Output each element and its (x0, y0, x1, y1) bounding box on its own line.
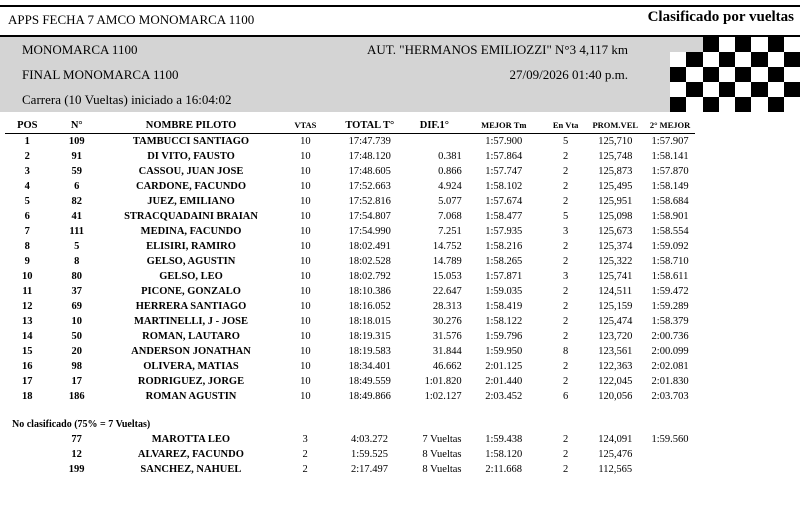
table-row (5, 164, 695, 179)
total-time-cell: 17:48.120 (348, 151, 391, 162)
table-row (5, 299, 695, 314)
table-row (5, 329, 695, 344)
driver-cell: ALVAREZ, FACUNDO (137, 449, 244, 460)
on-lap-cell: 2 (563, 376, 569, 387)
table-row (5, 462, 695, 477)
laps-cell: 10 (300, 226, 311, 237)
total-time-cell: 18:02.528 (348, 256, 391, 267)
second-best-cell: 1:58.710 (651, 256, 689, 267)
laps-cell: 10 (300, 196, 311, 207)
second-best-cell: 2:00.736 (651, 331, 689, 342)
avg-speed-cell: 125,873 (598, 166, 633, 177)
table-row (5, 254, 695, 269)
diff-cell: 4.924 (438, 181, 462, 192)
pos-cell (5, 462, 49, 477)
table-row (5, 209, 695, 224)
laps-cell: 10 (300, 346, 311, 357)
pos-cell: 17 (22, 376, 33, 387)
col-second-best: 2° MEJOR (645, 117, 695, 134)
table-row (5, 284, 695, 299)
datetime-label: 27/09/2026 01:40 p.m. (509, 67, 628, 82)
laps-cell: 10 (300, 211, 311, 222)
best-lap-cell: 1:57.864 (485, 151, 523, 162)
avg-speed-cell: 124,511 (598, 286, 633, 297)
not-classified-table (5, 432, 695, 477)
total-time-cell: 17:52.663 (348, 181, 391, 192)
document-title: APPS FECHA 7 AMCO MONOMARCA 1100 (8, 12, 255, 27)
laps-cell: 2 (302, 464, 308, 475)
pos-cell: 7 (24, 226, 30, 237)
total-time-cell: 18:02.491 (348, 241, 391, 252)
pos-cell (5, 447, 49, 462)
diff-cell: 5.077 (438, 196, 462, 207)
diff-cell: 7 Vueltas (422, 434, 462, 445)
avg-speed-cell: 125,159 (598, 301, 633, 312)
driver-cell: CASSOU, JUAN JOSE (138, 166, 244, 177)
session-label: FINAL MONOMARCA 1100 (22, 67, 179, 82)
diff-cell (407, 134, 462, 150)
driver-cell: MAROTTA LEO (151, 434, 231, 445)
laps-cell: 10 (300, 316, 311, 327)
total-time-cell: 18:49.559 (348, 376, 391, 387)
avg-speed-cell: 125,474 (598, 316, 633, 327)
laps-cell: 10 (300, 376, 311, 387)
number-cell: 17 (71, 376, 82, 387)
second-best-cell: 1:57.907 (651, 136, 689, 147)
number-cell: 111 (69, 226, 85, 237)
driver-cell: SANCHEZ, NAHUEL (140, 464, 242, 475)
avg-speed-cell: 122,363 (598, 361, 633, 372)
diff-cell: 46.662 (432, 361, 462, 372)
number-cell: 37 (71, 286, 82, 297)
pos-cell: 10 (22, 271, 33, 282)
total-time-cell: 17:48.605 (348, 166, 391, 177)
laps-cell: 3 (302, 434, 308, 445)
best-lap-cell: 1:58.265 (485, 256, 523, 267)
pos-cell: 6 (24, 211, 30, 222)
best-lap-cell: 1:58.120 (485, 449, 523, 460)
on-lap-cell: 2 (563, 241, 569, 252)
number-cell: 109 (68, 136, 85, 147)
race-banner (0, 35, 800, 112)
diff-cell: 31.576 (432, 331, 462, 342)
best-lap-cell: 1:57.900 (485, 136, 523, 147)
best-lap-cell: 1:58.216 (485, 241, 523, 252)
on-lap-cell: 2 (563, 301, 569, 312)
pos-cell (5, 432, 49, 447)
driver-cell: TAMBUCCI SANTIAGO (132, 136, 250, 147)
best-lap-cell: 1:57.871 (485, 271, 523, 282)
pos-cell: 15 (22, 346, 33, 357)
second-best-cell: 1:58.141 (651, 151, 689, 162)
second-best-cell: 2:03.703 (651, 391, 689, 402)
pos-cell: 1 (24, 136, 30, 147)
col-best: MEJOR Tm (462, 117, 546, 134)
table-row (5, 389, 695, 404)
pos-cell: 5 (24, 196, 30, 207)
second-best-cell (645, 462, 695, 477)
avg-speed-cell: 125,374 (598, 241, 633, 252)
laps-cell: 10 (300, 181, 311, 192)
col-diff: DIF.1° (407, 117, 462, 134)
total-time-cell: 17:47.739 (348, 136, 391, 147)
best-lap-cell: 1:57.674 (485, 196, 523, 207)
pos-cell: 11 (22, 286, 33, 297)
driver-cell: ROMAN AGUSTIN (145, 391, 237, 402)
laps-cell: 10 (300, 136, 311, 147)
driver-cell: CARDONE, FACUNDO (135, 181, 247, 192)
number-cell: 69 (71, 301, 82, 312)
category-label: MONOMARCA 1100 (22, 42, 138, 57)
total-time-cell: 18:19.315 (348, 331, 391, 342)
total-time-cell: 17:54.807 (348, 211, 391, 222)
second-best-cell: 1:58.554 (651, 226, 689, 237)
pos-cell: 13 (22, 316, 33, 327)
on-lap-cell: 2 (563, 361, 569, 372)
second-best-cell: 1:58.149 (651, 181, 689, 192)
number-cell: 199 (68, 464, 85, 475)
diff-cell: 0.381 (438, 151, 462, 162)
pos-cell: 12 (22, 301, 33, 312)
number-cell: 59 (71, 166, 82, 177)
total-time-cell: 18:49.866 (348, 391, 391, 402)
race-info-label: Carrera (10 Vueltas) iniciado a 16:04:02 (22, 92, 232, 107)
best-lap-cell: 2:03.452 (485, 391, 523, 402)
avg-speed-cell: 112,565 (598, 464, 633, 475)
driver-cell: MEDINA, FACUNDO (140, 226, 242, 237)
driver-cell: JUEZ, EMILIANO (147, 196, 235, 207)
total-time-cell: 18:16.052 (348, 301, 391, 312)
total-time-cell: 17:54.990 (348, 226, 391, 237)
diff-cell: 14.752 (432, 241, 462, 252)
pos-cell: 18 (22, 391, 33, 402)
on-lap-cell: 2 (563, 196, 569, 207)
best-lap-cell: 1:59.950 (485, 346, 523, 357)
table-row (5, 149, 695, 164)
best-lap-cell: 2:01.125 (485, 361, 523, 372)
col-avg-speed: PROM.VEL (585, 117, 645, 134)
checkered-flag-icon (670, 37, 800, 112)
driver-cell: PICONE, GONZALO (141, 286, 241, 297)
table-row (5, 224, 695, 239)
on-lap-cell: 2 (563, 256, 569, 267)
second-best-cell: 1:58.684 (651, 196, 689, 207)
on-lap-cell: 2 (563, 449, 569, 460)
on-lap-cell: 2 (563, 151, 569, 162)
table-row (5, 344, 695, 359)
on-lap-cell: 2 (563, 331, 569, 342)
best-lap-cell: 1:59.035 (485, 286, 523, 297)
circuit-label: AUT. "HERMANOS EMILIOZZI" N°3 4,117 km (367, 42, 628, 57)
number-cell: 41 (71, 211, 82, 222)
second-best-cell: 1:58.611 (651, 271, 689, 282)
on-lap-cell: 3 (563, 271, 569, 282)
second-best-cell: 2:01.830 (651, 376, 689, 387)
total-time-cell: 18:34.401 (348, 361, 391, 372)
diff-cell: 15.053 (432, 271, 462, 282)
number-cell: 20 (71, 346, 82, 357)
avg-speed-cell: 124,091 (598, 434, 633, 445)
on-lap-cell: 2 (563, 434, 569, 445)
avg-speed-cell: 125,673 (598, 226, 633, 237)
diff-cell: 1:02.127 (424, 391, 462, 402)
avg-speed-cell: 122,045 (598, 376, 633, 387)
pos-cell: 16 (22, 361, 33, 372)
diff-cell: 28.313 (432, 301, 462, 312)
col-driver: NOMBRE PILOTO (104, 117, 278, 134)
driver-cell: STRACQUADAINI BRAIAN (124, 211, 258, 222)
best-lap-cell: 2:01.440 (485, 376, 523, 387)
col-total: TOTAL T° (333, 117, 407, 134)
best-lap-cell: 1:58.477 (485, 211, 523, 222)
laps-cell: 10 (300, 271, 311, 282)
number-cell: 91 (71, 151, 82, 162)
pos-cell: 3 (24, 166, 30, 177)
laps-cell: 10 (300, 286, 311, 297)
table-row (5, 374, 695, 389)
table-row (5, 269, 695, 284)
laps-cell: 10 (300, 361, 311, 372)
on-lap-cell: 2 (563, 464, 569, 475)
table-row (5, 447, 695, 462)
number-cell: 12 (71, 449, 82, 460)
table-row (5, 194, 695, 209)
best-lap-cell: 1:58.122 (485, 316, 523, 327)
driver-cell: ROMAN, LAUTARO (142, 331, 240, 342)
avg-speed-cell: 125,476 (598, 449, 633, 460)
avg-speed-cell: 125,098 (598, 211, 633, 222)
on-lap-cell: 2 (563, 316, 569, 327)
best-lap-cell: 1:59.796 (485, 331, 523, 342)
table-row (5, 432, 695, 447)
driver-cell: ANDERSON JONATHAN (131, 346, 251, 357)
laps-cell: 10 (300, 166, 311, 177)
second-best-cell (645, 447, 695, 462)
pos-cell: 8 (24, 241, 30, 252)
second-best-cell: 1:58.901 (651, 211, 689, 222)
laps-cell: 10 (300, 331, 311, 342)
best-lap-cell: 1:57.747 (485, 166, 523, 177)
second-best-cell: 1:59.472 (651, 286, 689, 297)
number-cell: 80 (71, 271, 82, 282)
laps-cell: 10 (300, 151, 311, 162)
number-cell: 8 (74, 256, 80, 267)
avg-speed-cell: 120,056 (598, 391, 633, 402)
driver-cell: OLIVERA, MATIAS (143, 361, 239, 372)
number-cell: 98 (71, 361, 82, 372)
diff-cell: 31.844 (432, 346, 462, 357)
second-best-cell: 2:02.081 (651, 361, 689, 372)
avg-speed-cell: 125,741 (598, 271, 633, 282)
second-best-cell: 1:57.870 (651, 166, 689, 177)
results-header-row (5, 117, 695, 134)
not-classified-title: No clasificado (75% = 7 Vueltas) (12, 419, 151, 430)
col-pos: POS (5, 117, 50, 134)
number-cell: 186 (68, 391, 85, 402)
total-time-cell: 18:18.015 (348, 316, 391, 327)
on-lap-cell: 2 (563, 166, 569, 177)
on-lap-cell: 2 (563, 286, 569, 297)
number-cell: 77 (71, 434, 82, 445)
avg-speed-cell: 123,720 (598, 331, 633, 342)
on-lap-cell: 5 (563, 136, 569, 147)
on-lap-cell: 5 (563, 211, 569, 222)
pos-cell: 4 (24, 181, 30, 192)
diff-cell: 30.276 (432, 316, 462, 327)
col-on-lap: En Vta (546, 117, 586, 134)
table-row (5, 179, 695, 194)
number-cell: 6 (74, 181, 80, 192)
total-time-cell: 2:17.497 (350, 464, 389, 475)
number-cell: 50 (71, 331, 82, 342)
on-lap-cell: 8 (563, 346, 569, 357)
avg-speed-cell: 125,951 (598, 196, 633, 207)
diff-cell: 7.068 (438, 211, 462, 222)
avg-speed-cell: 125,748 (598, 151, 633, 162)
second-best-cell: 1:59.289 (651, 301, 689, 312)
diff-cell: 8 Vueltas (422, 449, 462, 460)
laps-cell: 10 (300, 241, 311, 252)
total-time-cell: 1:59.525 (350, 449, 389, 460)
second-best-cell: 1:58.379 (651, 316, 689, 327)
diff-cell: 7.251 (438, 226, 462, 237)
laps-cell: 10 (300, 256, 311, 267)
second-best-cell: 1:59.560 (651, 434, 689, 445)
best-lap-cell: 1:58.102 (485, 181, 523, 192)
results-table (5, 117, 695, 404)
table-row (5, 239, 695, 254)
number-cell: 10 (71, 316, 82, 327)
avg-speed-cell: 125,322 (598, 256, 633, 267)
driver-cell: MARTINELLI, J - JOSE (134, 316, 248, 327)
pos-cell: 14 (22, 331, 33, 342)
second-best-cell: 2:00.099 (651, 346, 689, 357)
on-lap-cell: 2 (563, 181, 569, 192)
diff-cell: 8 Vueltas (422, 464, 462, 475)
total-time-cell: 18:19.583 (348, 346, 391, 357)
total-time-cell: 17:52.816 (348, 196, 391, 207)
diff-cell: 1:01.820 (424, 376, 462, 387)
pos-cell: 9 (24, 256, 30, 267)
driver-cell: GELSO, LEO (159, 271, 223, 282)
driver-cell: ELISIRI, RAMIRO (146, 241, 236, 252)
driver-cell: RODRIGUEZ, JORGE (137, 376, 245, 387)
on-lap-cell: 3 (563, 226, 569, 237)
avg-speed-cell: 123,561 (598, 346, 633, 357)
table-row (5, 359, 695, 374)
laps-cell: 10 (300, 301, 311, 312)
pos-cell: 2 (24, 151, 30, 162)
total-time-cell: 4:03.272 (350, 434, 389, 445)
best-lap-cell: 1:59.438 (485, 434, 523, 445)
col-laps: VTAS (278, 117, 332, 134)
diff-cell: 22.647 (432, 286, 462, 297)
laps-cell: 10 (300, 391, 311, 402)
best-lap-cell: 2:11.668 (485, 464, 523, 475)
total-time-cell: 18:10.386 (348, 286, 391, 297)
total-time-cell: 18:02.792 (348, 271, 391, 282)
avg-speed-cell: 125,495 (598, 181, 633, 192)
classification-label: Clasificado por vueltas (647, 9, 794, 25)
top-rule (0, 5, 800, 7)
driver-cell: HERRERA SANTIAGO (135, 301, 247, 312)
on-lap-cell: 6 (563, 391, 569, 402)
diff-cell: 0.866 (438, 166, 462, 177)
number-cell: 5 (74, 241, 80, 252)
diff-cell: 14.789 (432, 256, 462, 267)
table-row (5, 314, 695, 329)
col-number: N° (50, 117, 104, 134)
number-cell: 82 (71, 196, 82, 207)
best-lap-cell: 1:58.419 (485, 301, 523, 312)
driver-cell: GELSO, AGUSTIN (146, 256, 236, 267)
second-best-cell: 1:59.092 (651, 241, 689, 252)
avg-speed-cell: 125,710 (598, 136, 633, 147)
best-lap-cell: 1:57.935 (485, 226, 523, 237)
driver-cell: DI VITO, FAUSTO (147, 151, 235, 162)
table-row (5, 134, 695, 150)
laps-cell: 2 (302, 449, 308, 460)
